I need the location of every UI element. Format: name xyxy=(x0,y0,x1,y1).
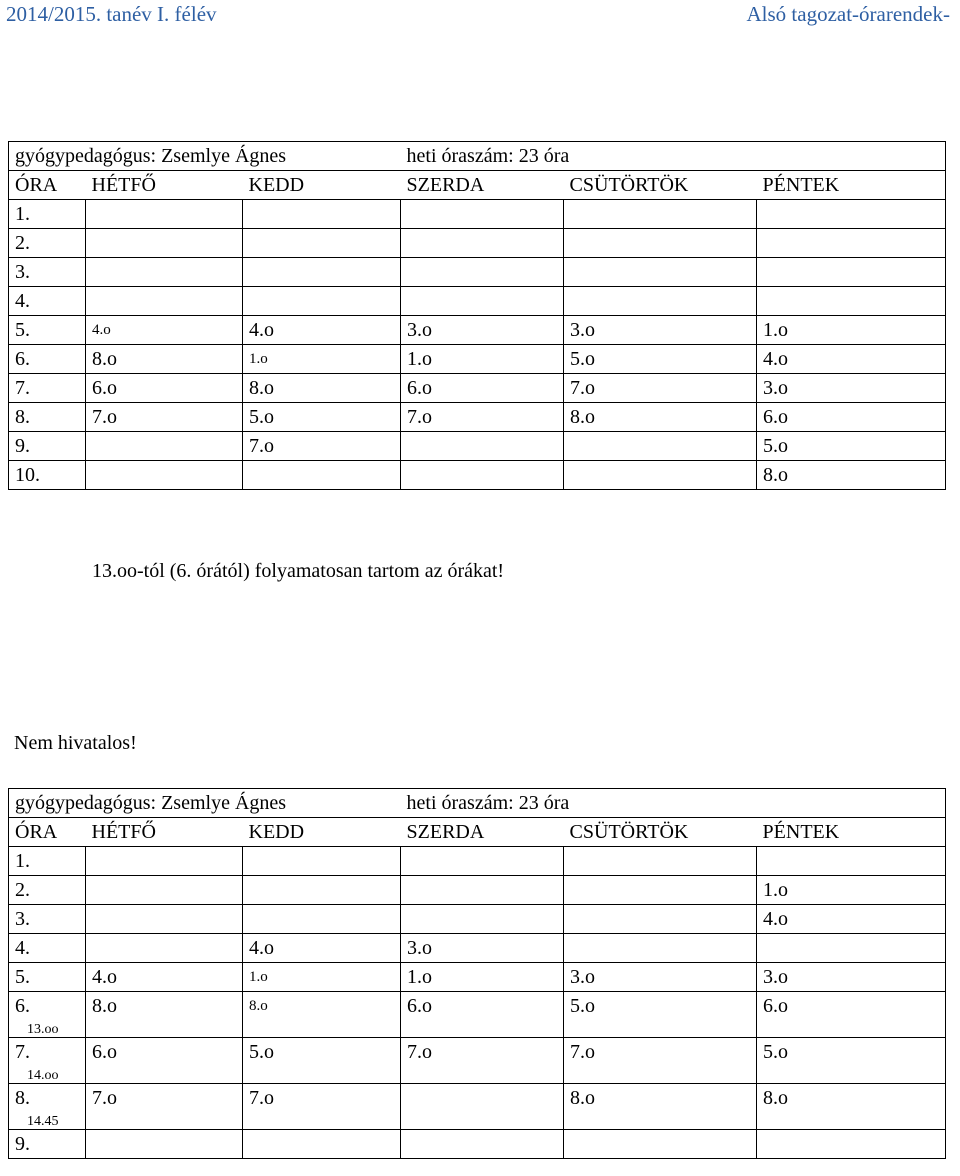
table-row xyxy=(9,1084,946,1130)
cell-szerda: 6.o xyxy=(401,992,564,1038)
lesson-number xyxy=(9,258,86,287)
col-header-pentek: PÉNTEK xyxy=(757,171,946,200)
cell-pentek xyxy=(757,287,946,316)
cell-pentek xyxy=(757,934,946,963)
cell-szerda: 3.o xyxy=(401,934,564,963)
table-row xyxy=(9,287,946,316)
cell-kedd: 5.o xyxy=(243,403,401,432)
cell-csutortok: 7.o xyxy=(564,1038,757,1084)
lesson-number xyxy=(9,1084,86,1130)
cell-pentek: 8.o xyxy=(757,461,946,490)
table-row xyxy=(9,200,946,229)
lesson-number xyxy=(9,374,86,403)
lesson-number xyxy=(9,200,86,229)
col-header-kedd: KEDD xyxy=(243,818,401,847)
col-header-kedd: KEDD xyxy=(243,171,401,200)
weekly-hours: heti óraszám: 23 óra xyxy=(401,789,946,818)
table-row xyxy=(9,1038,946,1084)
table-row xyxy=(9,934,946,963)
cell-hetfo: 7.o xyxy=(86,403,243,432)
table-row xyxy=(9,316,946,345)
lesson-number-label: 2. xyxy=(15,232,30,254)
lesson-number xyxy=(9,963,86,992)
cell-szerda xyxy=(401,876,564,905)
cell-kedd xyxy=(243,287,401,316)
schedule-note: 13.oo-tól (6. órától) folyamatosan tartom az órákat! xyxy=(92,560,505,582)
col-header-ora: ÓRA xyxy=(9,818,86,847)
cell-pentek: 4.o xyxy=(757,345,946,374)
timetable-1 xyxy=(8,141,946,490)
cell-hetfo xyxy=(86,229,243,258)
table-row xyxy=(9,847,946,876)
table-row xyxy=(9,374,946,403)
cell-csutortok: 3.o xyxy=(564,316,757,345)
cell-pentek xyxy=(757,229,946,258)
lesson-number-label: 1. xyxy=(15,850,30,872)
cell-pentek: 3.o xyxy=(757,963,946,992)
cell-hetfo: 6.o xyxy=(86,1038,243,1084)
weekly-hours: heti óraszám: 23 óra xyxy=(401,142,946,171)
cell-szerda: 1.o xyxy=(401,345,564,374)
cell-hetfo xyxy=(86,287,243,316)
cell-pentek: 3.o xyxy=(757,374,946,403)
table-row xyxy=(9,403,946,432)
lesson-number xyxy=(9,287,86,316)
cell-pentek: 1.o xyxy=(757,316,946,345)
table-row xyxy=(9,229,946,258)
table-row xyxy=(9,1130,946,1159)
table-row xyxy=(9,345,946,374)
lesson-time: 14.oo xyxy=(27,1068,59,1083)
cell-szerda: 6.o xyxy=(401,374,564,403)
cell-kedd: 8.o xyxy=(243,992,401,1038)
cell-hetfo xyxy=(86,432,243,461)
cell-kedd: 8.o xyxy=(243,374,401,403)
lesson-number xyxy=(9,403,86,432)
cell-szerda: 1.o xyxy=(401,963,564,992)
cell-kedd: 1.o xyxy=(243,345,401,374)
cell-szerda xyxy=(401,461,564,490)
lesson-number-label: 1. xyxy=(15,203,30,225)
cell-kedd xyxy=(243,461,401,490)
lesson-number xyxy=(9,905,86,934)
table-row xyxy=(9,876,946,905)
col-header-szerda: SZERDA xyxy=(401,171,564,200)
lesson-number xyxy=(9,876,86,905)
document-title: Alsó tagozat-órarendek- xyxy=(746,2,950,26)
cell-kedd: 4.o xyxy=(243,316,401,345)
lesson-time: 14.45 xyxy=(27,1114,59,1129)
lesson-number-label: 5. xyxy=(15,319,30,341)
unofficial-label: Nem hivatalos! xyxy=(14,732,137,754)
lesson-number-label: 4. xyxy=(15,937,30,959)
cell-szerda xyxy=(401,432,564,461)
cell-csutortok xyxy=(564,934,757,963)
cell-szerda: 3.o xyxy=(401,316,564,345)
cell-pentek: 6.o xyxy=(757,403,946,432)
col-header-hetfo: HÉTFŐ xyxy=(86,171,243,200)
cell-kedd xyxy=(243,1130,401,1159)
cell-csutortok xyxy=(564,461,757,490)
lesson-number xyxy=(9,934,86,963)
cell-hetfo: 4.o xyxy=(86,963,243,992)
cell-kedd xyxy=(243,258,401,287)
cell-kedd xyxy=(243,200,401,229)
cell-csutortok xyxy=(564,258,757,287)
table-row xyxy=(9,963,946,992)
lesson-number-label: 6. xyxy=(15,348,30,370)
cell-hetfo xyxy=(86,876,243,905)
cell-szerda xyxy=(401,258,564,287)
cell-szerda xyxy=(401,1084,564,1130)
lesson-number xyxy=(9,1038,86,1084)
col-header-szerda: SZERDA xyxy=(401,818,564,847)
lesson-number-label: 7. xyxy=(15,1041,30,1063)
cell-pentek xyxy=(757,258,946,287)
cell-hetfo: 7.o xyxy=(86,1084,243,1130)
cell-csutortok xyxy=(564,432,757,461)
cell-csutortok: 8.o xyxy=(564,403,757,432)
cell-szerda xyxy=(401,847,564,876)
cell-kedd xyxy=(243,905,401,934)
cell-kedd: 7.o xyxy=(243,432,401,461)
lesson-number xyxy=(9,229,86,258)
cell-pentek: 4.o xyxy=(757,905,946,934)
col-header-hetfo: HÉTFŐ xyxy=(86,818,243,847)
cell-kedd: 4.o xyxy=(243,934,401,963)
cell-kedd xyxy=(243,847,401,876)
lesson-number-label: 9. xyxy=(15,435,30,457)
cell-hetfo xyxy=(86,847,243,876)
cell-pentek xyxy=(757,200,946,229)
col-header-csutortok: CSÜTÖRTÖK xyxy=(564,818,757,847)
table-row xyxy=(9,461,946,490)
cell-hetfo xyxy=(86,1130,243,1159)
cell-csutortok xyxy=(564,847,757,876)
col-header-ora: ÓRA xyxy=(9,171,86,200)
lesson-number-label: 8. xyxy=(15,1087,30,1109)
cell-pentek: 5.o xyxy=(757,1038,946,1084)
cell-csutortok: 8.o xyxy=(564,1084,757,1130)
cell-szerda: 7.o xyxy=(401,403,564,432)
cell-hetfo xyxy=(86,461,243,490)
school-year-title: 2014/2015. tanév I. félév xyxy=(6,2,217,26)
cell-csutortok: 3.o xyxy=(564,963,757,992)
table-row xyxy=(9,992,946,1038)
lesson-number-label: 7. xyxy=(15,377,30,399)
cell-szerda xyxy=(401,1130,564,1159)
cell-pentek: 5.o xyxy=(757,432,946,461)
lesson-time: 13.oo xyxy=(27,1022,59,1037)
cell-hetfo: 6.o xyxy=(86,374,243,403)
cell-csutortok xyxy=(564,287,757,316)
cell-csutortok xyxy=(564,200,757,229)
cell-szerda: 7.o xyxy=(401,1038,564,1084)
cell-pentek xyxy=(757,847,946,876)
cell-kedd: 7.o xyxy=(243,1084,401,1130)
table-row xyxy=(9,905,946,934)
cell-kedd: 1.o xyxy=(243,963,401,992)
cell-hetfo: 8.o xyxy=(86,992,243,1038)
lesson-number xyxy=(9,345,86,374)
cell-hetfo xyxy=(86,258,243,287)
cell-kedd: 5.o xyxy=(243,1038,401,1084)
lesson-number-label: 2. xyxy=(15,879,30,901)
lesson-number-label: 4. xyxy=(15,290,30,312)
page-header xyxy=(0,2,960,30)
lesson-number xyxy=(9,461,86,490)
cell-szerda xyxy=(401,200,564,229)
cell-hetfo xyxy=(86,905,243,934)
table-row xyxy=(9,432,946,461)
lesson-number-label: 5. xyxy=(15,966,30,988)
cell-csutortok: 5.o xyxy=(564,345,757,374)
lesson-number-label: 3. xyxy=(15,261,30,283)
cell-pentek: 8.o xyxy=(757,1084,946,1130)
cell-csutortok xyxy=(564,876,757,905)
lesson-number xyxy=(9,847,86,876)
cell-hetfo xyxy=(86,934,243,963)
cell-hetfo: 8.o xyxy=(86,345,243,374)
cell-csutortok xyxy=(564,905,757,934)
cell-hetfo: 4.o xyxy=(86,316,243,345)
cell-csutortok: 5.o xyxy=(564,992,757,1038)
teacher-name: gyógypedagógus: Zsemlye Ágnes xyxy=(9,789,401,818)
lesson-number xyxy=(9,992,86,1038)
col-header-csutortok: CSÜTÖRTÖK xyxy=(564,171,757,200)
cell-szerda xyxy=(401,287,564,316)
cell-pentek: 6.o xyxy=(757,992,946,1038)
lesson-number-label: 8. xyxy=(15,406,30,428)
lesson-number xyxy=(9,1130,86,1159)
col-header-pentek: PÉNTEK xyxy=(757,818,946,847)
cell-kedd xyxy=(243,229,401,258)
cell-pentek: 1.o xyxy=(757,876,946,905)
cell-szerda xyxy=(401,229,564,258)
lesson-number-label: 10. xyxy=(15,464,40,486)
cell-hetfo xyxy=(86,200,243,229)
cell-csutortok: 7.o xyxy=(564,374,757,403)
lesson-number-label: 9. xyxy=(15,1133,30,1155)
timetable-2 xyxy=(8,788,946,1159)
lesson-number-label: 6. xyxy=(15,995,30,1017)
teacher-name: gyógypedagógus: Zsemlye Ágnes xyxy=(9,142,401,171)
column-headers xyxy=(9,171,946,200)
lesson-number-label: 3. xyxy=(15,908,30,930)
cell-csutortok xyxy=(564,229,757,258)
column-headers xyxy=(9,818,946,847)
cell-kedd xyxy=(243,876,401,905)
cell-szerda xyxy=(401,905,564,934)
lesson-number xyxy=(9,316,86,345)
table-row xyxy=(9,258,946,287)
cell-csutortok xyxy=(564,1130,757,1159)
cell-pentek xyxy=(757,1130,946,1159)
lesson-number xyxy=(9,432,86,461)
